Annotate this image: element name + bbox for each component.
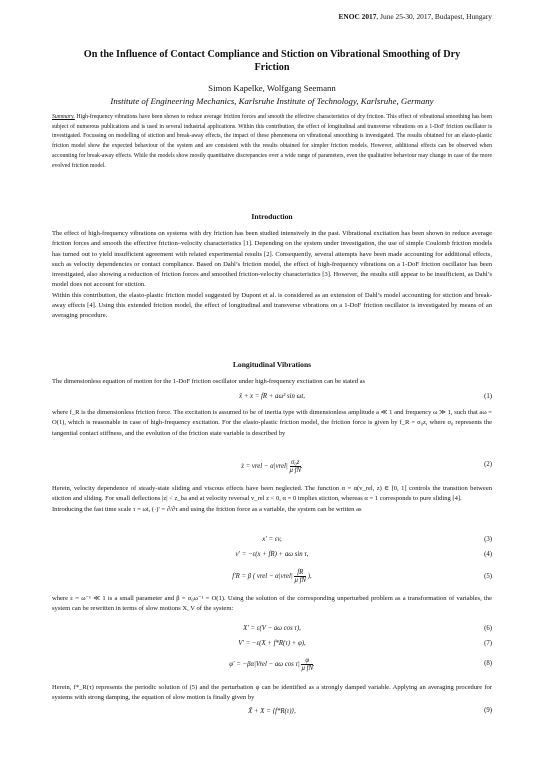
equation-3: [52, 536, 492, 550]
long-text-2: where f_R is the dimensionless friction force. The excitation is assumed to be of inertia type with dimensionless amplitude a ≪ 1 and frequency ω ≫ 1, such that aω = O(1), which is reasonable in case of high-frequency excitation. For the elasto-plastic friction model, the friction force is given by f_R = σ₀z, where σ₀ represents the tangential contact stiffness, and the evolution of the friction state variable is described by: [52, 409, 492, 437]
eq7-number: (7): [484, 640, 492, 647]
eq8-lhs: φ′ = −βα|Vrel − aω cos τ|: [229, 661, 300, 669]
eq5-number: (5): [484, 573, 492, 580]
eq1-lhs: ẍ + x = f: [239, 393, 263, 400]
equation-6: [52, 625, 492, 639]
intro-paragraph-2: Within this contribution, the elasto-plastic friction model suggested by Dupont et al. is considered as an extension of Dahl’s model accounting for stiction and break-away effects [4]. Using this extended friction model, the effect of longitudinal and transverse vibrations on a 1-DoF friction oscillator is investigated by means of an averaging procedure.: [52, 291, 492, 320]
eq8-frac-den: μ fN: [301, 665, 314, 672]
abstract: [52, 113, 492, 171]
conference-details: , June 25-30, 2017, Budapest, Hungary: [376, 12, 492, 21]
eq5-tail: ),: [306, 573, 312, 581]
eq2-fraction: [290, 459, 302, 474]
eq2-lhs: ż = v: [241, 463, 255, 471]
eq9-number: (9): [484, 707, 492, 714]
intro-paragraph-1: The effect of high-frequency vibrations on systems with dry friction has been studied intensively in the past. Vibrational excitation has been shown to reduce average friction forces and smooth the effective friction–velocity characteristics [1]. Depending on the system under investigation, the use of simple Coulomb friction models has turned out to yield insufficient agreement with related experimental results [2]. Consequently, several attempts have been made accounting for additional effects, such as velocity dependencies or contact compliance. Based on Dahl’s friction model, the effect of high-frequency vibrations on a 1-DoF friction oscillator has been investigated, also showing a reduction of friction forces and smoothed friction-velocity characteristics [3]. However, the results still appear to be insufficient, as Dahl’s model does not account for stiction.: [52, 230, 492, 289]
abstract-text: High-frequency vibrations have been shown to reduce average friction forces and smooth the effective characteristics of dry friction. This effect of vibrational smoothing has been subject of numerous publications and is used in several industrial applications. Within this contribution, the effect of longitudinal and transverse vibrations on a 1-DoF friction oscillator is investigated. Focussing on modelling of stiction and break-away effects, the impact of these phenomena on vibrational smoothing is investigated. The results obtained for an elasto-plastic friction model show the expected behaviour of the system and are consistent with the results obtained for simpler friction models. However, additional effects can be observed when accounting for break-away effects. While the models show mostly quantitative discrepancies over a wide range of parameters, even the qualitative behaviour may change in case of the more evolved friction model.: [52, 114, 492, 169]
equation-5: [52, 569, 492, 583]
eq1-number: (1): [484, 393, 492, 400]
section-heading-introduction: Introduction: [251, 212, 293, 221]
introduction-text: [52, 229, 492, 322]
eq4-body: v′ = −ε(x + fR) + aω sin τ,: [235, 551, 309, 558]
long-text-3-p2: Introducing the fast time scale τ = ωt, (·)′ = ∂/∂τ and using the friction force as a variable, the system can be written as: [52, 505, 362, 513]
title-line-1: On the Influence of Contact Compliance and Stiction on Vibrational Smoothing of Dry: [83, 49, 461, 60]
eq3-number: (3): [484, 536, 492, 543]
authors: Simon Kapelke, Wolfgang Seemann: [208, 83, 336, 93]
eq5-lhs: f′R = β ( vrel − α|vrel|: [232, 573, 293, 581]
eq2-frac-den: μ fN: [289, 467, 302, 474]
eq9-body: X̃ + X = ⟨f*R(τ)⟩,: [248, 708, 296, 715]
eq2-frac-num: σ₀z: [291, 459, 300, 466]
equation-9: [52, 707, 492, 721]
equation-2: [52, 459, 492, 473]
equation-8: [52, 657, 492, 671]
eq3-body: x′ = εv,: [262, 536, 282, 543]
equation-7: [52, 640, 492, 654]
equation-1: [52, 393, 492, 407]
eq5-frac-num: fR: [294, 569, 306, 577]
affiliation: Institute of Engineering Mechanics, Karlsruhe Institute of Technology, Karlsruhe, Germany: [110, 96, 434, 106]
eq2-number: (2): [484, 461, 492, 468]
long-text-5: Herein, f*_R(τ) represents the periodic solution of (5) and the perturbation φ can be identified as a strongly damped variable. Applying an averaging procedure for systems with strong damping, the equation of slow motion is finally given by: [52, 684, 492, 702]
eq6-number: (6): [484, 625, 492, 632]
paper-title: [40, 49, 504, 74]
conference-name: ENOC 2017: [338, 12, 377, 21]
eq5-frac-den: μ fN: [294, 577, 307, 584]
eq8-tail: .: [313, 661, 315, 669]
abstract-label: Summary.: [52, 114, 75, 120]
equation-4: [52, 551, 492, 565]
eq7-body: V′ = −ε(X + f*R(τ) + φ),: [238, 640, 306, 647]
long-text-1: The dimensionless equation of motion for the 1-DoF friction oscillator under high-frequency excitation can be stated as: [52, 378, 366, 385]
eq6-body: X′ = ε(V − aω cos τ),: [243, 625, 301, 632]
section-heading-longitudinal: Longitudinal Vibrations: [232, 360, 312, 369]
eq8-frac-num: φ: [301, 657, 313, 665]
eq2-tail: .: [301, 463, 303, 471]
eq1-rhs: R + aω² sin ωt,: [262, 393, 305, 400]
eq8-number: (8): [484, 660, 492, 667]
long-text-3: [52, 484, 492, 515]
eq4-number: (4): [484, 551, 492, 558]
eq5-fraction: [294, 569, 306, 584]
title-line-2: Friction: [254, 61, 290, 73]
long-text-4: where ε = ω⁻¹ ≪ 1 is a small parameter and β = σ₀ω⁻¹ = O(1). Using the solution of the corresponding unperturbed problem as a transformation of variables, the system can be rewritten in terms of slow motions X, V of the system:: [52, 595, 492, 613]
eq2-rhs: rel − α|vrel|: [254, 463, 288, 471]
conference-header: [338, 12, 492, 21]
eq8-fraction: [301, 657, 313, 672]
long-text-3-p1: Herein, velocity dependence of steady-state sliding and viscous effects have been neglected. The function α = α(v_rel, z) ∈ [0, 1] controls the transition between stiction and sliding. For small deflections |z| < z_ba and at velocity reversal v_rel z < 0, α = 0 implies stiction, whereas α = 1 corresponds to pure sliding [4].: [52, 485, 492, 503]
